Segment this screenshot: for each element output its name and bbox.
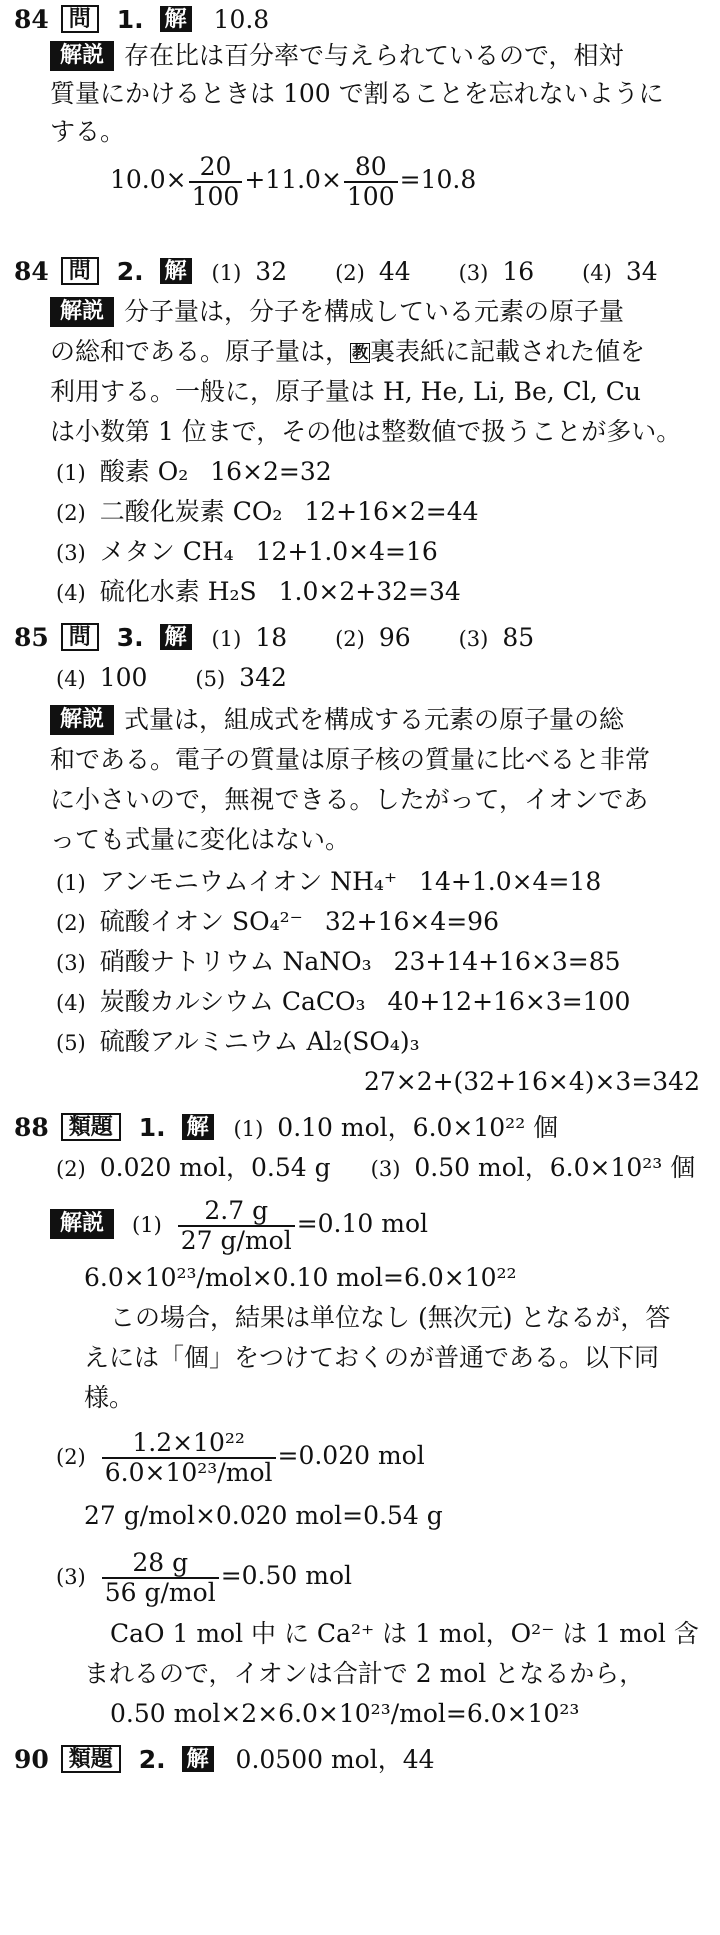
- compound: 硫酸イオン SO₄²⁻: [99, 907, 303, 936]
- fraction: [178, 1197, 295, 1255]
- ruidai-label: 類題: [61, 1113, 121, 1141]
- answer-item: [335, 623, 411, 652]
- numerator: 28 g: [102, 1549, 219, 1579]
- r1-solution-1: [50, 1196, 428, 1255]
- page-ref: 90: [14, 1745, 49, 1774]
- compound: 硫酸アルミニウム Al₂(SO₄)₃: [99, 1027, 420, 1056]
- q3-item5-calc: 27×2+(32+16×4)×3=342: [363, 1067, 700, 1096]
- fraction: [344, 153, 398, 211]
- numerator: 1.2×10²²: [102, 1429, 276, 1459]
- page-ref: 85: [14, 623, 49, 652]
- calc: 14+1.0×4=18: [419, 867, 602, 896]
- part-label: (2): [335, 627, 365, 651]
- q2-header: [14, 256, 658, 289]
- answer-value: 18: [255, 623, 288, 652]
- question-number: 2.: [138, 1745, 166, 1774]
- q3-explanation-line: っても式量に変化はない。: [50, 825, 351, 854]
- q3-answers-cont: [56, 662, 287, 695]
- compound: 酸素 O₂: [99, 457, 189, 486]
- answer-value: 96: [378, 623, 411, 652]
- answer-item: [212, 257, 288, 286]
- calc: 1.0×2+32=34: [278, 577, 461, 606]
- part-label: (1): [211, 627, 242, 651]
- page-ref: 84: [14, 5, 49, 34]
- denominator: 100: [191, 181, 240, 211]
- part-label: (4): [56, 581, 86, 605]
- numerator: 80: [344, 153, 398, 183]
- answer-value: 342: [239, 663, 287, 692]
- r1-note-line: 様。: [84, 1383, 135, 1412]
- q3-item: [56, 906, 499, 939]
- kaisetsu-label: 解説: [50, 705, 114, 735]
- r2-header: [14, 1744, 435, 1776]
- answer-value: 100: [99, 663, 148, 692]
- part-label: (3): [458, 261, 489, 285]
- page-ref: 84: [14, 257, 49, 286]
- calc-part: 10.0×: [110, 165, 187, 194]
- part-label: (1): [56, 871, 86, 895]
- q1-explanation-line: 質量にかけるときは 100 で割ることを忘れないように: [50, 79, 664, 108]
- part-label: (3): [458, 627, 489, 651]
- part-label: (4): [582, 261, 612, 285]
- calc: 12+16×2=44: [304, 497, 479, 526]
- part-label: (5): [195, 667, 226, 691]
- answer-value: 44: [378, 257, 411, 286]
- q2-item: [56, 456, 332, 489]
- r1-header: [14, 1112, 558, 1145]
- q2-item: [56, 496, 479, 529]
- q1-header: [14, 4, 269, 36]
- q2-item: [56, 576, 461, 609]
- part-label: (1): [211, 261, 242, 285]
- fraction: [189, 153, 243, 211]
- part-label: (3): [56, 541, 86, 565]
- part-label: (4): [56, 991, 86, 1015]
- answer-value: 34: [625, 257, 658, 286]
- denominator: 6.0×10²³/mol: [104, 1457, 273, 1487]
- q1-explanation-line: する。: [50, 117, 126, 146]
- part-label: (2): [56, 501, 86, 525]
- part-label: (3): [56, 951, 86, 975]
- part-label: (2): [335, 261, 365, 285]
- q2-explanation-line: は小数第 1 位まで，その他は整数値で扱うことが多い。: [50, 417, 682, 446]
- r1-calc: 0.50 mol×2×6.0×10²³/mol=6.0×10²³: [110, 1699, 580, 1728]
- answer-value: 0.0500 mol，44: [235, 1745, 435, 1774]
- q3-explanation-line: [50, 704, 624, 736]
- part-label: (3): [56, 1565, 86, 1589]
- r1-note-line: えには「個」をつけておくのが普通である。以下同: [84, 1343, 660, 1372]
- r1-solution-2: [56, 1428, 425, 1487]
- calc: 12+1.0×4=16: [255, 537, 438, 566]
- kai-label: 解: [182, 1746, 214, 1772]
- question-number: 1.: [138, 1113, 166, 1142]
- r1-note-line: まれるので，イオンは合計で 2 mol となるから，: [84, 1659, 645, 1688]
- answer-item: [459, 623, 535, 652]
- result: =0.10 mol: [296, 1209, 429, 1238]
- r1-calc: 6.0×10²³/mol×0.10 mol=6.0×10²²: [84, 1263, 517, 1292]
- q3-item: [56, 946, 621, 979]
- kai-label: 解: [160, 258, 192, 284]
- r1-solution-3: [56, 1548, 352, 1607]
- compound: 炭酸カルシウム CaCO₃: [99, 987, 366, 1016]
- calc-part: =10.8: [399, 165, 477, 194]
- answer-item: [582, 257, 658, 286]
- denominator: 56 g/mol: [104, 1577, 216, 1607]
- fraction: [102, 1549, 219, 1607]
- text: 裏表紙に記載された値を: [370, 337, 646, 366]
- r1-calc: 27 g/mol×0.020 mol=0.54 g: [84, 1501, 443, 1530]
- answer-value: 0.020 mol，0.54 g: [99, 1153, 331, 1182]
- denominator: 27 g/mol: [180, 1225, 292, 1255]
- answer-value: 85: [502, 623, 535, 652]
- numerator: 2.7 g: [178, 1197, 295, 1227]
- r1-note-line: この場合，結果は単位なし (無次元) となるが，答: [110, 1303, 671, 1332]
- part-label: (2): [56, 1157, 86, 1181]
- answer-item: [56, 663, 147, 692]
- calc: 23+14+16×3=85: [393, 947, 621, 976]
- question-number: 2.: [116, 257, 144, 286]
- part-label: (3): [370, 1157, 401, 1181]
- q1-calculation: [110, 152, 476, 211]
- part-label: (1): [56, 461, 86, 485]
- calc: 16×2=32: [210, 457, 332, 486]
- answer-value: 0.10 mol，6.0×10²² 個: [277, 1113, 559, 1142]
- fraction: [102, 1429, 276, 1487]
- compound: 硫化水素 H₂S: [99, 577, 257, 606]
- r1-answers: [56, 1152, 695, 1185]
- text: 式量は，組成式を構成する元素の原子量の総: [124, 705, 625, 734]
- text: 分子量は，分子を構成している元素の原子量: [124, 297, 625, 326]
- compound: メタン CH₄: [99, 537, 234, 566]
- q2-explanation-line: 利用する。一般に，原子量は H, He, Li, Be, Cl, Cu: [50, 377, 641, 406]
- part-label: (1): [132, 1213, 162, 1237]
- numerator: 20: [189, 153, 243, 183]
- answer-value: 10.8: [213, 5, 270, 34]
- mon-label: 問: [61, 5, 99, 33]
- answer-item: [335, 257, 411, 286]
- textbook-icon: 教: [352, 343, 369, 362]
- q2-item: [56, 536, 438, 569]
- calc: 32+16×4=96: [324, 907, 499, 936]
- kaisetsu-label: 解説: [50, 41, 114, 71]
- part-label: (1): [233, 1117, 264, 1141]
- kaisetsu-label: 解説: [50, 1209, 114, 1239]
- q3-explanation-line: 和である。電子の質量は原子核の質量に比べると非常: [50, 745, 651, 774]
- answer-value: 0.50 mol，6.0×10²³ 個: [414, 1153, 696, 1182]
- result: =0.50 mol: [220, 1561, 352, 1590]
- answer-item: [459, 257, 535, 286]
- answer-item: [195, 663, 286, 692]
- kai-label: 解: [160, 6, 192, 32]
- answer-item: [212, 623, 288, 652]
- calc-part: +11.0×: [244, 165, 342, 194]
- kaisetsu-label: 解説: [50, 297, 114, 327]
- part-label: (5): [56, 1031, 86, 1055]
- question-number: 1.: [116, 5, 144, 34]
- compound: アンモニウムイオン NH₄⁺: [99, 867, 398, 896]
- part-label: (2): [56, 1445, 86, 1469]
- mon-label: 問: [61, 257, 99, 285]
- question-number: 3.: [116, 623, 144, 652]
- calc: 40+12+16×3=100: [387, 987, 631, 1016]
- q3-item: [56, 1026, 420, 1059]
- q3-item: [56, 866, 601, 899]
- r1-note-line: CaO 1 mol 中 に Ca²⁺ は 1 mol，O²⁻ は 1 mol 含: [110, 1619, 699, 1648]
- q1-explanation-line: [50, 40, 624, 72]
- q3-header: [14, 622, 534, 655]
- kai-label: 解: [182, 1114, 214, 1140]
- answer-value: 32: [255, 257, 288, 286]
- result: =0.020 mol: [277, 1441, 425, 1470]
- q2-explanation-line: [50, 296, 624, 328]
- text: の総和である。原子量は，: [50, 337, 351, 366]
- q2-explanation-line: [50, 336, 645, 368]
- denominator: 100: [346, 181, 395, 211]
- answer-value: 16: [502, 257, 535, 286]
- part-label: (4): [56, 667, 86, 691]
- text: 存在比は百分率で与えられているので，相対: [124, 41, 624, 70]
- compound: 硝酸ナトリウム NaNO₃: [99, 947, 372, 976]
- q3-item: [56, 986, 630, 1019]
- page-ref: 88: [14, 1113, 49, 1142]
- q3-explanation-line: に小さいので，無視できる。したがって，イオンであ: [50, 785, 649, 814]
- mon-label: 問: [61, 623, 99, 651]
- ruidai-label: 類題: [61, 1745, 121, 1773]
- part-label: (2): [56, 911, 86, 935]
- compound: 二酸化炭素 CO₂: [99, 497, 283, 526]
- kai-label: 解: [160, 624, 192, 650]
